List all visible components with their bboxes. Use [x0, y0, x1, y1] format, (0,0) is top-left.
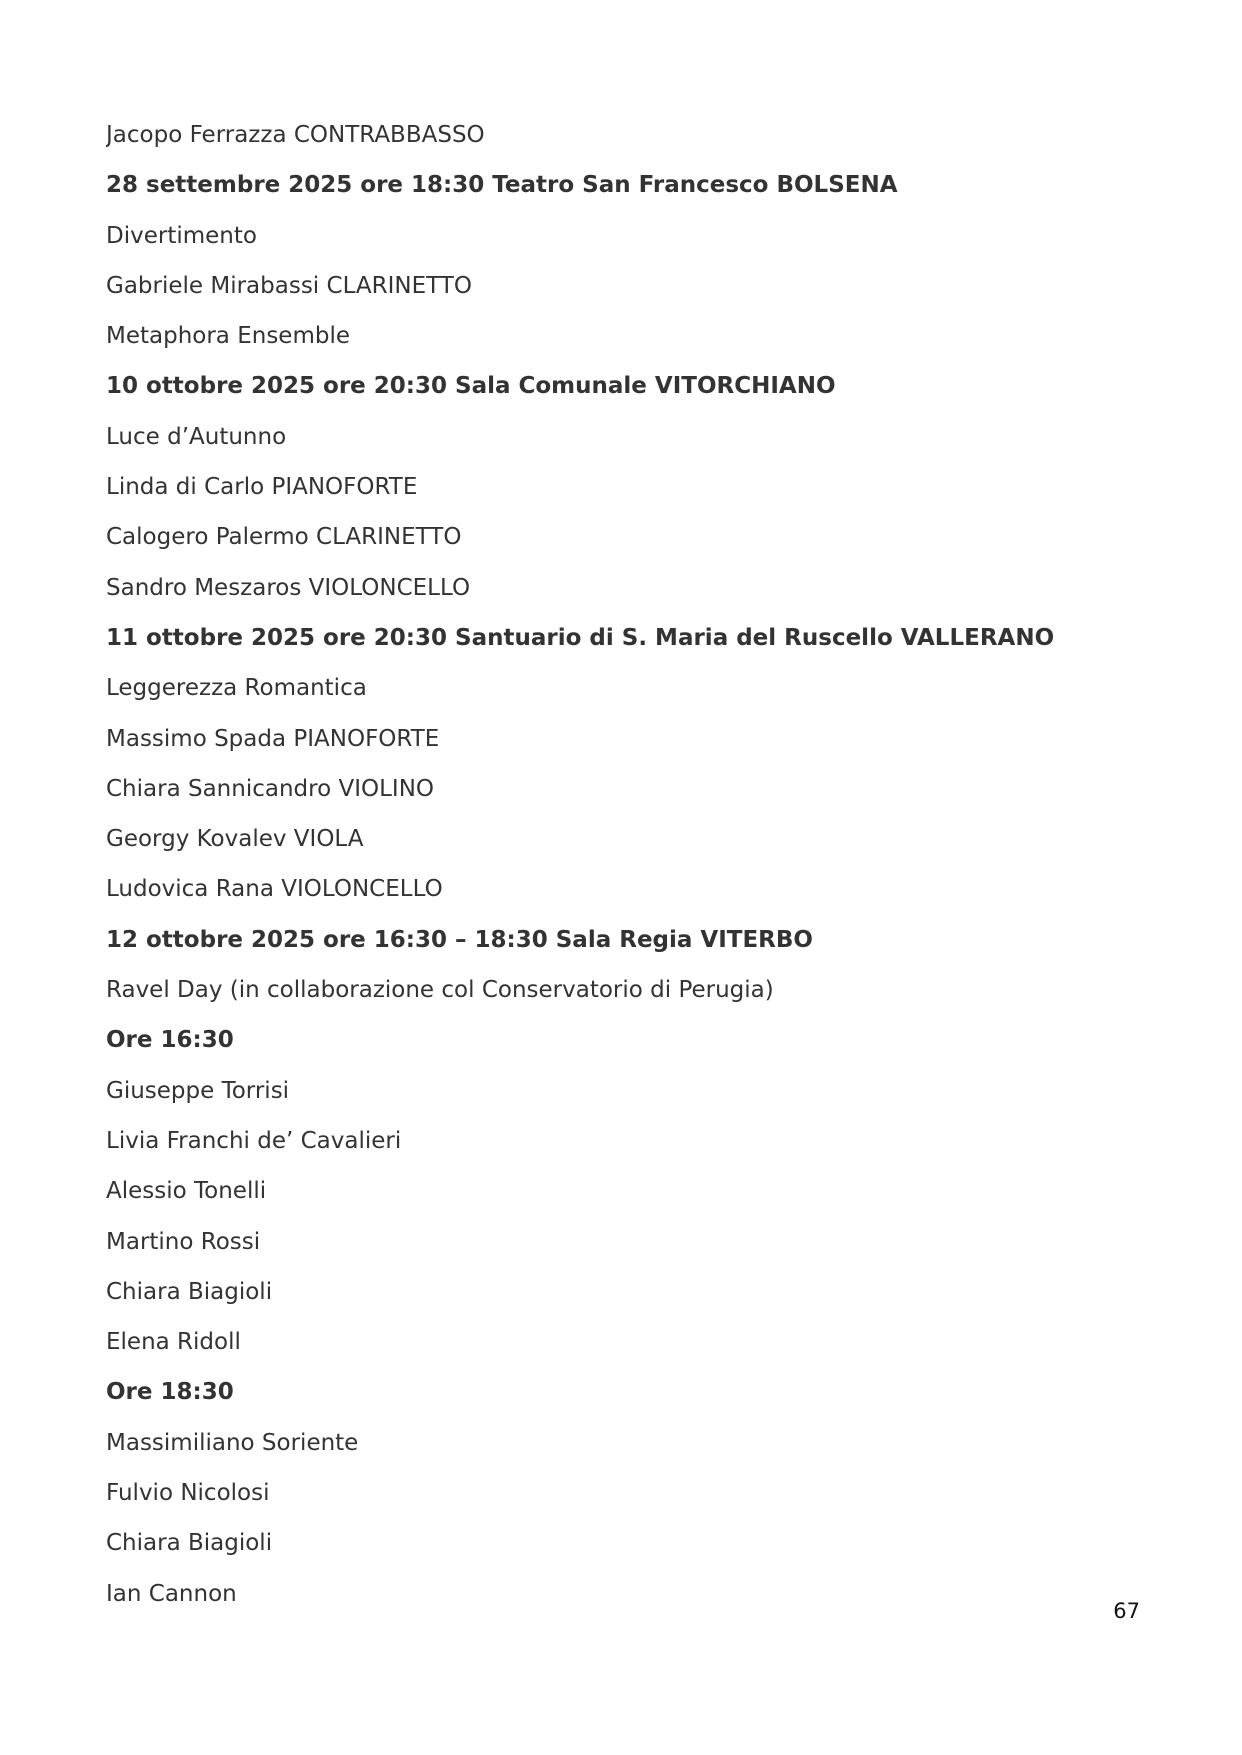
text-line: Ludovica Rana VIOLONCELLO — [106, 876, 443, 903]
text-line: Massimo Spada PIANOFORTE — [106, 725, 440, 752]
text-line: Georgy Kovalev VIOLA — [106, 826, 364, 853]
session-heading: Ore 16:30 — [106, 1027, 234, 1054]
text-line: Fulvio Nicolosi — [106, 1480, 270, 1507]
text-line: Chiara Biagioli — [106, 1530, 273, 1557]
text-line: Linda di Carlo PIANOFORTE — [106, 474, 418, 501]
text-line: Ravel Day (in collaborazione col Conservatorio di Perugia) — [106, 977, 774, 1004]
text-line: Calogero Palermo CLARINETTO — [106, 524, 462, 551]
text-line: Sandro Meszaros VIOLONCELLO — [106, 574, 471, 601]
text-line: Metaphora Ensemble — [106, 323, 351, 350]
event-heading: 11 ottobre 2025 ore 20:30 Santuario di S. Maria del Ruscello VALLERANO — [106, 624, 1055, 651]
text-line: Giuseppe Torrisi — [106, 1077, 290, 1104]
page-number: 67 — [1113, 1599, 1140, 1623]
document-body — [106, 110, 1136, 1619]
text-line: Chiara Sannicandro VIOLINO — [106, 775, 434, 802]
text-line: Jacopo Ferrazza CONTRABBASSO — [106, 122, 485, 148]
event-heading: 10 ottobre 2025 ore 20:30 Sala Comunale VITORCHIANO — [106, 373, 836, 400]
text-line: Elena Ridoll — [106, 1329, 241, 1356]
text-line: Divertimento — [106, 222, 257, 249]
text-line: Gabriele Mirabassi CLARINETTO — [106, 272, 472, 299]
text-line: Chiara Biagioli — [106, 1278, 273, 1305]
session-heading: Ore 18:30 — [106, 1379, 234, 1406]
text-line: Leggerezza Romantica — [106, 675, 367, 702]
text-line: Massimiliano Soriente — [106, 1429, 359, 1456]
text-line: Martino Rossi — [106, 1228, 261, 1255]
text-line: Livia Franchi de’ Cavalieri — [106, 1127, 402, 1154]
event-heading: 12 ottobre 2025 ore 16:30 – 18:30 Sala Regia VITERBO — [106, 926, 813, 953]
text-line: Luce d’Autunno — [106, 423, 287, 450]
text-line: Alessio Tonelli — [106, 1178, 267, 1205]
event-heading: 28 settembre 2025 ore 18:30 Teatro San Francesco BOLSENA — [106, 172, 898, 199]
text-line: Ian Cannon — [106, 1580, 237, 1607]
